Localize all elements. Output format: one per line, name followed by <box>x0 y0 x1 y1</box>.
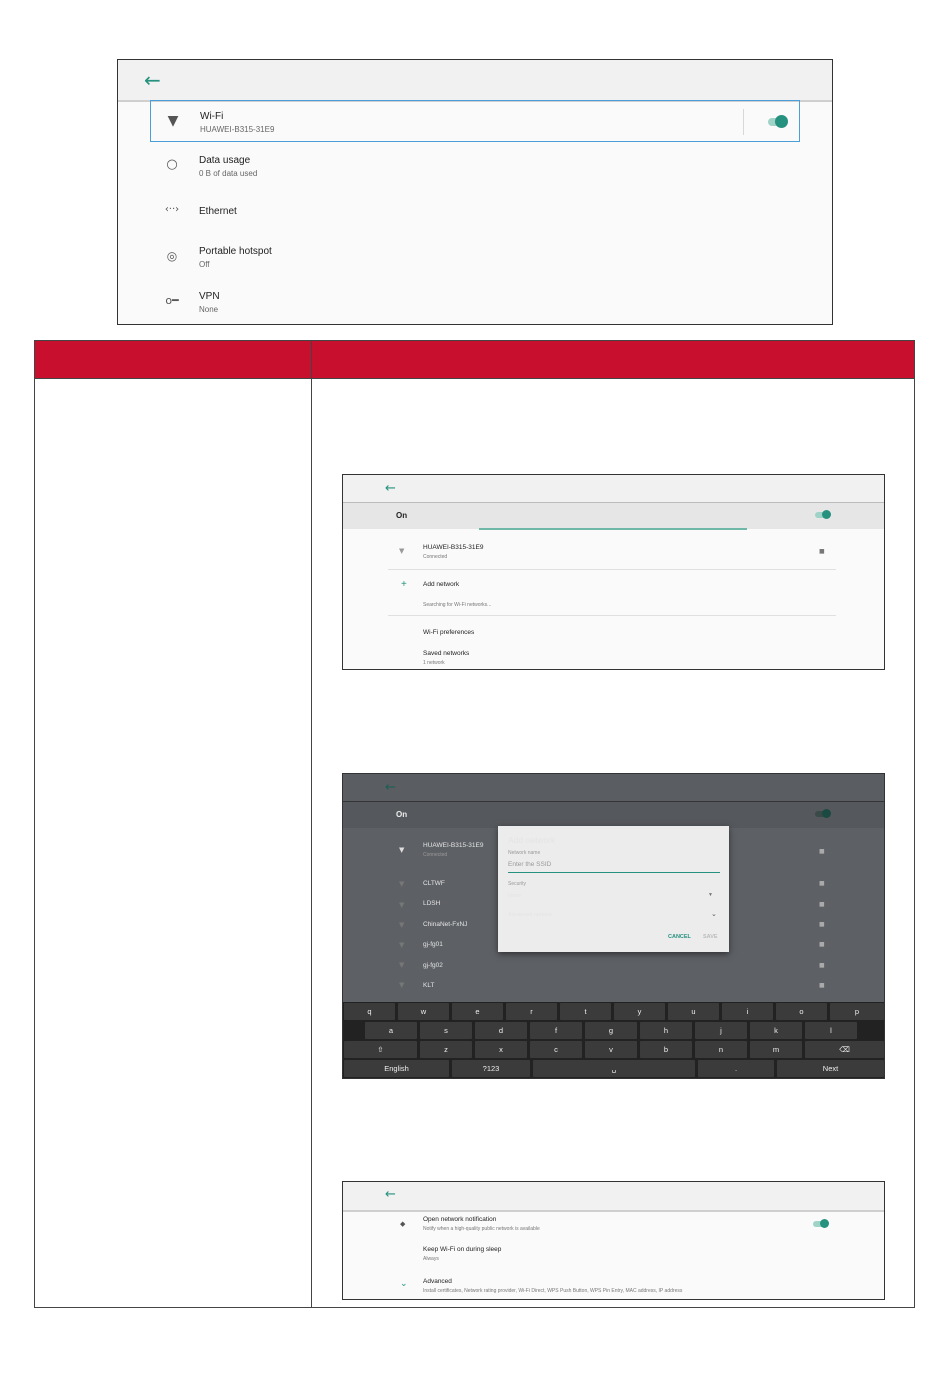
key-l[interactable]: l <box>805 1022 857 1039</box>
wifi-title: Wi-Fi <box>200 111 224 122</box>
on-screen-keyboard <box>343 1002 884 1079</box>
divider <box>388 615 836 616</box>
arrow-left-icon[interactable]: ← <box>144 68 161 92</box>
key-o[interactable]: o <box>776 1003 827 1020</box>
pref-subtitle: Notify when a high-quality public network is available <box>423 1226 540 1232</box>
cancel-button[interactable]: CANCEL <box>668 934 691 940</box>
network-status: Connected <box>423 852 448 858</box>
wifi-list-screenshot <box>342 474 885 670</box>
network-name[interactable]: HUAWEI-B315-31E9 <box>423 842 484 849</box>
ethernet-icon: ‹··› <box>164 204 180 215</box>
vpn-title: VPN <box>199 291 220 302</box>
network-status: Connected <box>423 554 448 560</box>
vpn-key-icon: o━ <box>165 294 179 307</box>
settings-item-hotspot[interactable] <box>150 236 800 278</box>
key-z[interactable]: z <box>420 1041 472 1058</box>
notification-toggle[interactable] <box>813 1221 827 1227</box>
key-q[interactable]: q <box>344 1003 395 1020</box>
network-name[interactable]: HUAWEI-B315-31E9 <box>423 544 484 551</box>
key-b[interactable]: b <box>640 1041 692 1058</box>
lock-icon: ■ <box>819 982 825 989</box>
wifi-subtitle: HUAWEI-B315-31E9 <box>200 125 275 134</box>
app-bar <box>118 60 832 102</box>
saved-networks-count: 1 network <box>423 660 445 666</box>
key-x[interactable]: x <box>475 1041 527 1058</box>
network-name[interactable]: CLTWF <box>423 880 445 887</box>
hotspot-icon: ◎ <box>166 249 178 263</box>
key-h[interactable]: h <box>640 1022 692 1039</box>
space-key[interactable]: ␣ <box>533 1060 695 1077</box>
wifi-preferences-link[interactable]: Wi-Fi preferences <box>423 629 475 636</box>
shift-key[interactable]: ⇧ <box>344 1041 417 1058</box>
key-g[interactable]: g <box>585 1022 637 1039</box>
key-p[interactable]: p <box>830 1003 884 1020</box>
key-w[interactable]: w <box>398 1003 449 1020</box>
lock-icon: ■ <box>819 548 825 555</box>
network-name[interactable]: ChinaNet-FxNJ <box>423 921 468 928</box>
pref-title[interactable]: Open network notification <box>423 1216 497 1223</box>
wifi-signal-icon: ▼ <box>399 547 405 555</box>
data-usage-icon: ○ <box>166 157 178 172</box>
key-n[interactable]: n <box>695 1041 747 1058</box>
key-f[interactable]: f <box>530 1022 582 1039</box>
plus-icon: + <box>401 579 407 590</box>
wifi-preferences-screenshot <box>342 1181 885 1300</box>
wifi-icon: ▼ <box>167 113 179 129</box>
settings-item-ethernet[interactable] <box>150 190 800 232</box>
network-name[interactable]: LDSH <box>423 900 441 907</box>
hotspot-subtitle: Off <box>199 260 210 269</box>
wifi-switch-bar[interactable] <box>343 802 884 828</box>
pref-title[interactable]: Keep Wi-Fi on during sleep <box>423 1246 502 1253</box>
arrow-left-icon[interactable]: ← <box>385 780 396 795</box>
add-network-dialog <box>498 826 729 952</box>
divider <box>743 109 744 135</box>
lock-icon: ■ <box>819 941 825 948</box>
add-network-screenshot <box>342 773 885 1079</box>
security-select[interactable]: None <box>508 893 522 899</box>
key-d[interactable]: d <box>475 1022 527 1039</box>
key-t[interactable]: t <box>560 1003 611 1020</box>
wifi-signal-icon: ▼ <box>399 961 405 969</box>
lock-icon: ■ <box>819 962 825 969</box>
ethernet-title: Ethernet <box>199 206 237 217</box>
backspace-key[interactable]: ⌫ <box>805 1041 884 1058</box>
key-c[interactable]: c <box>530 1041 582 1058</box>
network-name[interactable]: KLT <box>423 982 435 989</box>
chevron-down-icon: ▼ <box>708 892 713 898</box>
wifi-signal-icon: ▼ <box>399 901 405 909</box>
network-name[interactable]: gj-fg02 <box>423 962 443 969</box>
vpn-subtitle: None <box>199 305 219 314</box>
settings-item-wifi[interactable] <box>150 100 800 142</box>
lock-icon: ■ <box>819 921 825 928</box>
key-r[interactable]: r <box>506 1003 557 1020</box>
settings-item-vpn[interactable] <box>150 281 800 323</box>
key-a[interactable]: a <box>365 1022 417 1039</box>
app-bar <box>343 475 884 503</box>
pref-title[interactable]: Advanced <box>423 1278 452 1285</box>
wifi-signal-icon: ▼ <box>399 921 405 929</box>
wifi-signal-icon: ▼ <box>399 880 405 888</box>
hotspot-title: Portable hotspot <box>199 246 272 257</box>
period-key[interactable]: . <box>698 1060 774 1077</box>
pref-subtitle: Install certificates, Network rating provider, Wi-Fi Direct, WPS Push Button, WPS Pin Entry, MAC address, IP address <box>423 1288 683 1294</box>
language-key[interactable]: English <box>344 1060 449 1077</box>
dialog-title: Add network <box>508 835 556 845</box>
wifi-toggle[interactable] <box>815 811 829 817</box>
app-bar <box>343 774 884 802</box>
network-name-label: Network name <box>508 850 541 856</box>
wifi-state-label: On <box>396 810 408 819</box>
searching-text: Searching for Wi-Fi networks... <box>423 602 492 608</box>
arrow-left-icon[interactable]: ← <box>385 481 396 496</box>
add-network-link[interactable]: Add network <box>423 581 460 588</box>
next-key[interactable]: Next <box>777 1060 884 1077</box>
settings-item-data-usage[interactable] <box>150 145 800 187</box>
column-divider <box>311 341 312 1307</box>
key-i[interactable]: i <box>722 1003 773 1020</box>
data-usage-title: Data usage <box>199 155 251 166</box>
key-m[interactable]: m <box>750 1041 802 1058</box>
lock-icon: ■ <box>819 901 825 908</box>
advanced-options-toggle[interactable]: Advanced options <box>508 912 552 918</box>
wifi-toggle[interactable] <box>815 512 829 518</box>
key-s[interactable]: s <box>420 1022 472 1039</box>
security-label: Security <box>508 881 527 887</box>
ssid-input[interactable]: Enter the SSID <box>508 861 552 868</box>
divider <box>388 569 836 570</box>
key-e[interactable]: e <box>452 1003 503 1020</box>
key-u[interactable]: u <box>668 1003 719 1020</box>
pref-subtitle: Always <box>423 1256 439 1262</box>
table-header <box>35 341 914 379</box>
wifi-state-label: On <box>396 511 408 520</box>
key-j[interactable]: j <box>695 1022 747 1039</box>
lock-icon: ■ <box>819 848 825 855</box>
wifi-signal-icon: ▼ <box>399 846 405 854</box>
save-button[interactable]: SAVE <box>703 934 718 940</box>
saved-networks-link[interactable]: Saved networks <box>423 650 470 657</box>
scan-progress-bar <box>479 528 747 530</box>
ssid-input-underline <box>508 872 720 873</box>
arrow-left-icon[interactable]: ← <box>385 1187 396 1202</box>
wifi-signal-icon: ▼ <box>399 981 405 989</box>
wifi-switch-bar[interactable] <box>343 503 884 529</box>
chevron-down-icon: ⌄ <box>400 1278 408 1288</box>
wifi-toggle[interactable] <box>768 118 786 126</box>
key-k[interactable]: k <box>750 1022 802 1039</box>
symbols-key[interactable]: ?123 <box>452 1060 530 1077</box>
key-y[interactable]: y <box>614 1003 665 1020</box>
data-usage-subtitle: 0 B of data used <box>199 169 258 178</box>
network-settings-screenshot <box>117 59 833 325</box>
app-bar <box>343 1182 884 1212</box>
wifi-notification-icon: ◆ <box>400 1220 406 1228</box>
chevron-down-icon: ⌄ <box>711 911 717 918</box>
wifi-signal-icon: ▼ <box>399 941 405 949</box>
key-v[interactable]: v <box>585 1041 637 1058</box>
network-name[interactable]: gj-fg01 <box>423 941 443 948</box>
lock-icon: ■ <box>819 880 825 887</box>
